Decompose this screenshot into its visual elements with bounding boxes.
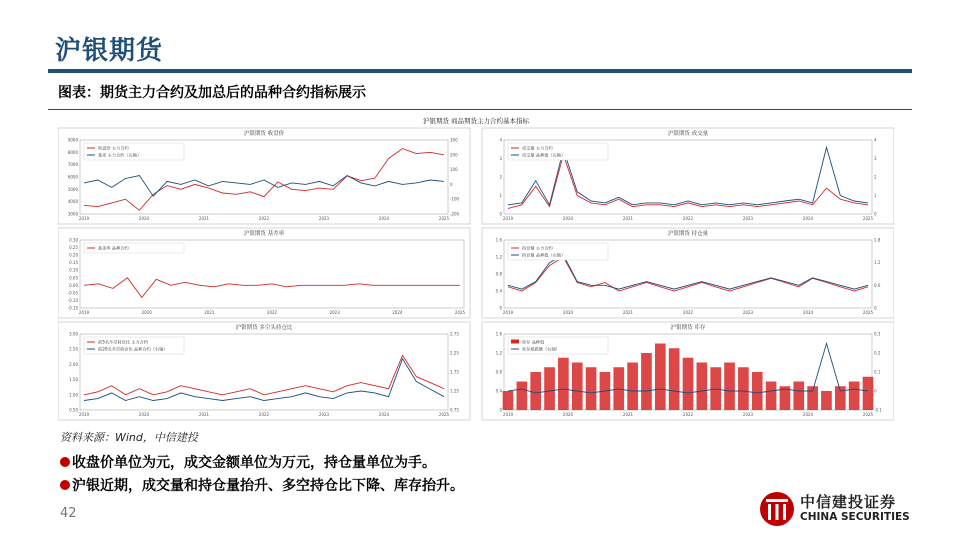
y-tick-label-right: 0: [450, 181, 453, 187]
chart-grid: [58, 114, 894, 426]
x-tick-label: 2023: [742, 310, 754, 315]
chart-legend: [508, 337, 608, 354]
chart-frame: [58, 128, 470, 224]
x-tick-label: 2024: [802, 310, 814, 315]
x-tick-label: 2019: [78, 310, 90, 315]
y-tick-label-left: 2: [499, 174, 502, 180]
y-tick-label-left: 0.4: [495, 288, 502, 294]
y-tick-label-left: 0.00: [69, 282, 78, 288]
legend-label: 成交量 主力合约: [522, 145, 553, 151]
y-tick-label-left: -0.10: [67, 297, 78, 303]
chart-title: 沪银期货 成交量: [667, 131, 709, 137]
chart-frame: [58, 322, 470, 420]
bar: [558, 358, 569, 410]
bar: [697, 363, 708, 411]
chart-middle-right: [482, 228, 894, 318]
y-tick-label-right: 0.75: [450, 407, 459, 413]
y-tick-label-left: 0.05: [69, 275, 78, 281]
chart-frame: [482, 128, 894, 224]
bar: [572, 363, 583, 411]
legend-label: 持仓量 主力合约: [522, 245, 553, 251]
y-tick-label-right: 1.2: [874, 260, 881, 266]
legend-label: 收盘价 主力合约: [98, 145, 129, 151]
x-tick-label: 2025: [862, 310, 874, 315]
y-tick-label-right: 3: [874, 156, 877, 161]
x-tick-label: 2021: [198, 216, 210, 221]
y-tick-label-left: 1.2: [495, 350, 502, 356]
x-tick-label: 2020: [138, 412, 150, 417]
y-tick-label-right: 2.25: [450, 350, 459, 356]
y-tick-label-right: 1: [874, 193, 877, 198]
x-tick-label: 2024: [802, 216, 814, 221]
x-tick-label: 2019: [502, 216, 514, 221]
chart-legend: [508, 143, 608, 160]
bar: [710, 367, 721, 410]
x-tick-label: 2023: [318, 216, 330, 221]
y-tick-label-right: 300: [450, 137, 458, 143]
x-tick-label: 2024: [802, 412, 814, 417]
x-tick-label: 2023: [318, 412, 330, 417]
chart-legend: [508, 243, 608, 260]
x-tick-label: 2024: [378, 216, 390, 221]
company-logo: [758, 489, 918, 529]
bar: [752, 372, 763, 410]
x-tick-label: 2024: [392, 310, 403, 315]
y-tick-label-right: 1.25: [450, 388, 459, 394]
x-tick-label: 2022: [682, 310, 694, 315]
legend-label: 持仓量 品种值（右轴）: [522, 252, 566, 258]
y-tick-label-right: 0: [874, 388, 877, 394]
y-tick-label-left: 5000: [67, 186, 78, 192]
bar: [849, 382, 860, 411]
y-tick-label-left: 0.8: [495, 271, 502, 277]
x-tick-label: 2019: [502, 310, 514, 315]
y-tick-label-left: 1.50: [69, 377, 78, 383]
x-tick-label: 2023: [742, 412, 754, 417]
chart-legend: [84, 337, 184, 354]
bar: [544, 367, 555, 410]
y-tick-label-right: 1.8: [874, 237, 881, 243]
x-tick-label: 2021: [204, 310, 215, 315]
chart-bottom-left: [58, 322, 470, 420]
y-tick-label-right: 1.75: [450, 369, 459, 375]
legend-label: 基差 主力合约（右轴）: [98, 152, 142, 158]
y-tick-label-left: 0.50: [69, 407, 78, 413]
chart-legend: [84, 143, 184, 160]
x-tick-label: 2021: [622, 412, 634, 417]
x-tick-label: 2022: [266, 310, 278, 315]
x-tick-label: 2025: [438, 216, 450, 221]
legend-label: 库存涨跌额（右轴）: [522, 346, 560, 352]
bar: [669, 348, 680, 410]
bar: [738, 367, 749, 410]
y-tick-label-left: 1.00: [69, 392, 78, 398]
x-tick-label: 2020: [562, 216, 574, 221]
caption-rule: [48, 109, 912, 110]
x-tick-label: 2025: [438, 412, 450, 417]
chart-top-right: [482, 128, 894, 224]
bar: [586, 367, 597, 410]
x-tick-label: 2025: [862, 216, 874, 221]
y-tick-label-left: 3.00: [69, 331, 78, 337]
chart-legend: [84, 243, 184, 253]
y-tick-label-left: 2.50: [69, 346, 78, 352]
y-tick-label-left: -0.15: [67, 305, 78, 311]
y-tick-label-left: 0.30: [69, 237, 78, 243]
y-tick-label-left: 0.20: [69, 252, 78, 258]
y-tick-label-left: 1: [499, 193, 502, 198]
logo-emblem-icon: [758, 490, 796, 528]
legend-label: 前20名多空持仓比 品种合约（右轴）: [98, 346, 168, 352]
x-tick-label: 2021: [622, 216, 634, 221]
bullet-dot-icon: [60, 457, 70, 467]
y-tick-label-right: -200: [450, 211, 460, 217]
y-tick-label-right: 0.3: [874, 331, 881, 337]
bullet-point-2: [60, 475, 464, 495]
chart-middle-left: [58, 228, 470, 318]
bullet-text: 收盘价单位为元，成交金额单位为万元，持仓量单位为手。: [72, 455, 436, 471]
x-tick-label: 2022: [682, 216, 694, 221]
y-tick-label-right: -0.1: [874, 407, 882, 413]
y-tick-label-left: 4000: [67, 199, 78, 205]
y-tick-label-right: 0: [874, 305, 877, 311]
logo-text-en: CHINA SECURITIES: [800, 511, 910, 523]
figure-caption: 图表：期货主力合约及加总后的品种合约指标展示: [58, 85, 366, 101]
chart-supertitle: 沪银期货 商品期货主力合约基本指标: [422, 117, 530, 125]
y-tick-label-left: 0: [499, 305, 502, 311]
x-tick-label: 2024: [378, 412, 390, 417]
y-tick-label-left: 0: [499, 407, 502, 413]
bar: [821, 391, 832, 410]
bar: [863, 377, 874, 410]
bar: [655, 344, 666, 411]
page-number: 42: [60, 506, 77, 521]
bullet-dot-icon: [60, 480, 70, 490]
x-tick-label: 2025: [454, 310, 466, 315]
y-tick-label-left: 9000: [67, 137, 78, 143]
bar: [766, 382, 777, 411]
x-tick-label: 2021: [198, 412, 210, 417]
title-rule: [48, 69, 912, 73]
bullet-point-1: [60, 452, 436, 472]
y-tick-label-right: 200: [450, 152, 458, 158]
chart-top-left: [58, 116, 530, 224]
y-tick-label-right: -100: [450, 196, 460, 202]
y-tick-label-left: 1.2: [495, 254, 502, 260]
y-tick-label-right: 0.6: [874, 282, 881, 288]
legend-swatch: [511, 340, 519, 344]
bar: [530, 372, 541, 410]
y-tick-label-left: 1.6: [495, 237, 502, 243]
y-tick-label-left: -0.05: [67, 290, 78, 296]
y-tick-label-left: 2.00: [69, 361, 78, 367]
x-tick-label: 2019: [78, 412, 90, 417]
y-tick-label-left: 4: [499, 137, 502, 143]
y-tick-label-right: 0: [874, 211, 877, 217]
chart-title: 沪银期货 持仓量: [667, 231, 709, 237]
x-tick-label: 2023: [329, 310, 340, 315]
y-tick-label-left: 0.10: [69, 267, 78, 273]
x-tick-label: 2020: [141, 310, 152, 315]
x-tick-label: 2023: [742, 216, 754, 221]
bar: [793, 382, 804, 411]
legend-label: 库存 品种值: [522, 339, 545, 345]
bullet-text: 沪银近期，成交量和持仓量抬升、多空持仓比下降、库存抬升。: [72, 478, 464, 494]
source-note: 资料来源：Wind，中信建投: [60, 431, 198, 444]
y-tick-label-left: 0.15: [69, 260, 78, 266]
y-tick-label-left: 3000: [67, 211, 78, 217]
logo-text-cn: 中信建投证券: [800, 493, 897, 511]
bar: [517, 382, 528, 411]
y-tick-label-right: 4: [874, 137, 877, 143]
x-tick-label: 2022: [682, 412, 694, 417]
bar: [724, 363, 735, 411]
y-tick-label-left: 7000: [67, 162, 78, 168]
legend-label: 前5名多空持仓比 主力合约: [98, 339, 149, 345]
y-tick-label-left: 1.6: [495, 331, 502, 337]
y-tick-label-left: 0.25: [69, 245, 78, 251]
chart-title: 沪银期货 基差率: [243, 231, 285, 237]
x-tick-label: 2020: [562, 412, 574, 417]
x-tick-label: 2021: [622, 310, 634, 315]
legend-label: 成交量 品种值（右轴）: [522, 152, 566, 158]
chart-title: 沪银期货 多空头持仓比: [235, 325, 293, 331]
y-tick-label-right: 100: [450, 167, 458, 173]
x-tick-label: 2019: [78, 216, 90, 221]
bar: [613, 367, 624, 410]
y-tick-label-left: 0: [499, 211, 502, 217]
y-tick-label-right: 2.75: [450, 331, 459, 337]
page-title: 沪银期货: [55, 36, 164, 66]
y-tick-label-right: 2: [874, 174, 877, 180]
x-tick-label: 2022: [258, 216, 270, 221]
y-tick-label-left: 3: [499, 156, 502, 161]
bar: [683, 358, 694, 410]
x-tick-label: 2025: [862, 412, 874, 417]
x-tick-label: 2022: [258, 412, 270, 417]
y-tick-label-right: 0.1: [874, 369, 881, 375]
y-tick-label-left: 0.8: [495, 369, 502, 375]
legend-label: 基差率 品种合约: [98, 245, 129, 251]
bar: [627, 363, 638, 411]
x-tick-label: 2020: [138, 216, 150, 221]
x-tick-label: 2020: [562, 310, 574, 315]
x-tick-label: 2019: [502, 412, 514, 417]
y-tick-label-left: 0.4: [495, 388, 502, 394]
bar: [503, 391, 514, 410]
chart-frame: [58, 228, 470, 318]
chart-title: 沪银期货 收盘价: [243, 131, 285, 137]
y-tick-label-right: 0.2: [874, 350, 881, 356]
y-tick-label-left: 6000: [67, 174, 78, 180]
chart-bottom-right: [482, 322, 894, 420]
bar: [641, 353, 652, 410]
chart-title: 沪银期货 库存: [670, 325, 706, 331]
y-tick-label-left: 8000: [67, 149, 78, 155]
